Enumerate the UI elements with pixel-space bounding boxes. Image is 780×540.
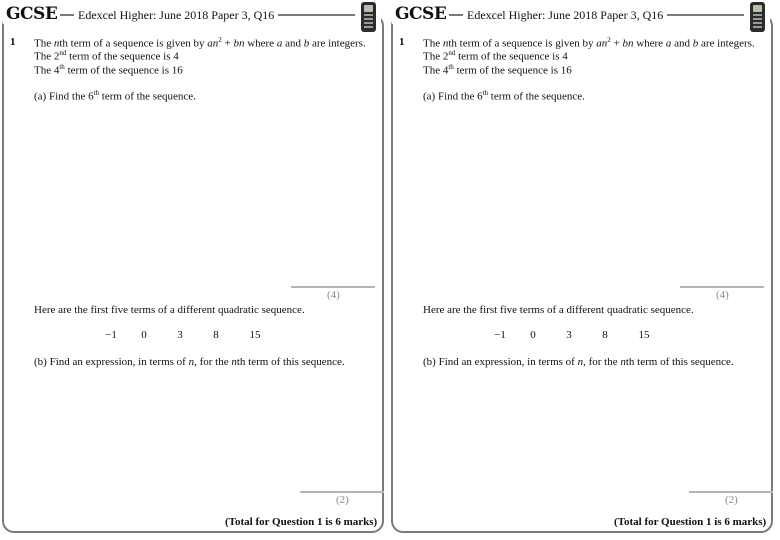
- calculator-icon: [750, 2, 765, 32]
- sequence-term: 15: [249, 329, 261, 341]
- answer-line-a[interactable]: [291, 286, 375, 288]
- fourth-term-statement: The 4th term of the sequence is 16: [423, 63, 572, 77]
- gcse-logo: GCSE: [392, 4, 449, 24]
- total-marks: (Total for Question 1 is 6 marks): [225, 516, 378, 528]
- part-b-intro: Here are the first five terms of a different quadratic sequence.: [423, 304, 694, 316]
- answer-line-b[interactable]: [689, 491, 773, 493]
- part-b-question: (b) Find an expression, in terms of n, for the nth term of this sequence.: [423, 356, 734, 368]
- sequence-term: 0: [530, 329, 536, 341]
- worksheet-panel-right: [389, 0, 779, 540]
- question-number: 1: [399, 36, 405, 48]
- sequence-term: 8: [602, 329, 608, 341]
- marks-a: (4): [327, 289, 340, 301]
- marks-b: (2): [725, 494, 738, 506]
- second-term-statement: The 2nd term of the sequence is 4: [34, 49, 179, 63]
- total-marks: (Total for Question 1 is 6 marks): [614, 516, 767, 528]
- answer-line-a[interactable]: [680, 286, 764, 288]
- sequence-term: −1: [494, 329, 506, 341]
- question-intro: The nth term of a sequence is given by $an^2$ + bn where a and b are integers.: [34, 36, 366, 50]
- marks-b: (2): [336, 494, 349, 506]
- sequence-term: 15: [638, 329, 650, 341]
- question-intro: The nth term of a sequence is given by $an^2$ + bn where a and b are integers.: [423, 36, 755, 50]
- fourth-term-statement: The 4th term of the sequence is 16: [34, 63, 183, 77]
- sequence-term: 3: [566, 329, 572, 341]
- question-number: 1: [10, 36, 16, 48]
- sequence-term: 8: [213, 329, 219, 341]
- gcse-logo: GCSE: [3, 4, 60, 24]
- marks-a: (4): [716, 289, 729, 301]
- part-b-question: (b) Find an expression, in terms of n, for the nth term of this sequence.: [34, 356, 345, 368]
- calculator-icon: [361, 2, 376, 32]
- sequence-term: 3: [177, 329, 183, 341]
- part-a-question: (a) Find the 6th term of the sequence.: [423, 89, 585, 103]
- sequence-term: −1: [105, 329, 117, 341]
- answer-line-b[interactable]: [300, 491, 384, 493]
- part-b-intro: Here are the first five terms of a different quadratic sequence.: [34, 304, 305, 316]
- sequence-term: 0: [141, 329, 147, 341]
- header-title: Edexcel Higher: June 2018 Paper 3, Q16: [74, 8, 278, 23]
- header-title: Edexcel Higher: June 2018 Paper 3, Q16: [463, 8, 667, 23]
- second-term-statement: The 2nd term of the sequence is 4: [423, 49, 568, 63]
- part-a-question: (a) Find the 6th term of the sequence.: [34, 89, 196, 103]
